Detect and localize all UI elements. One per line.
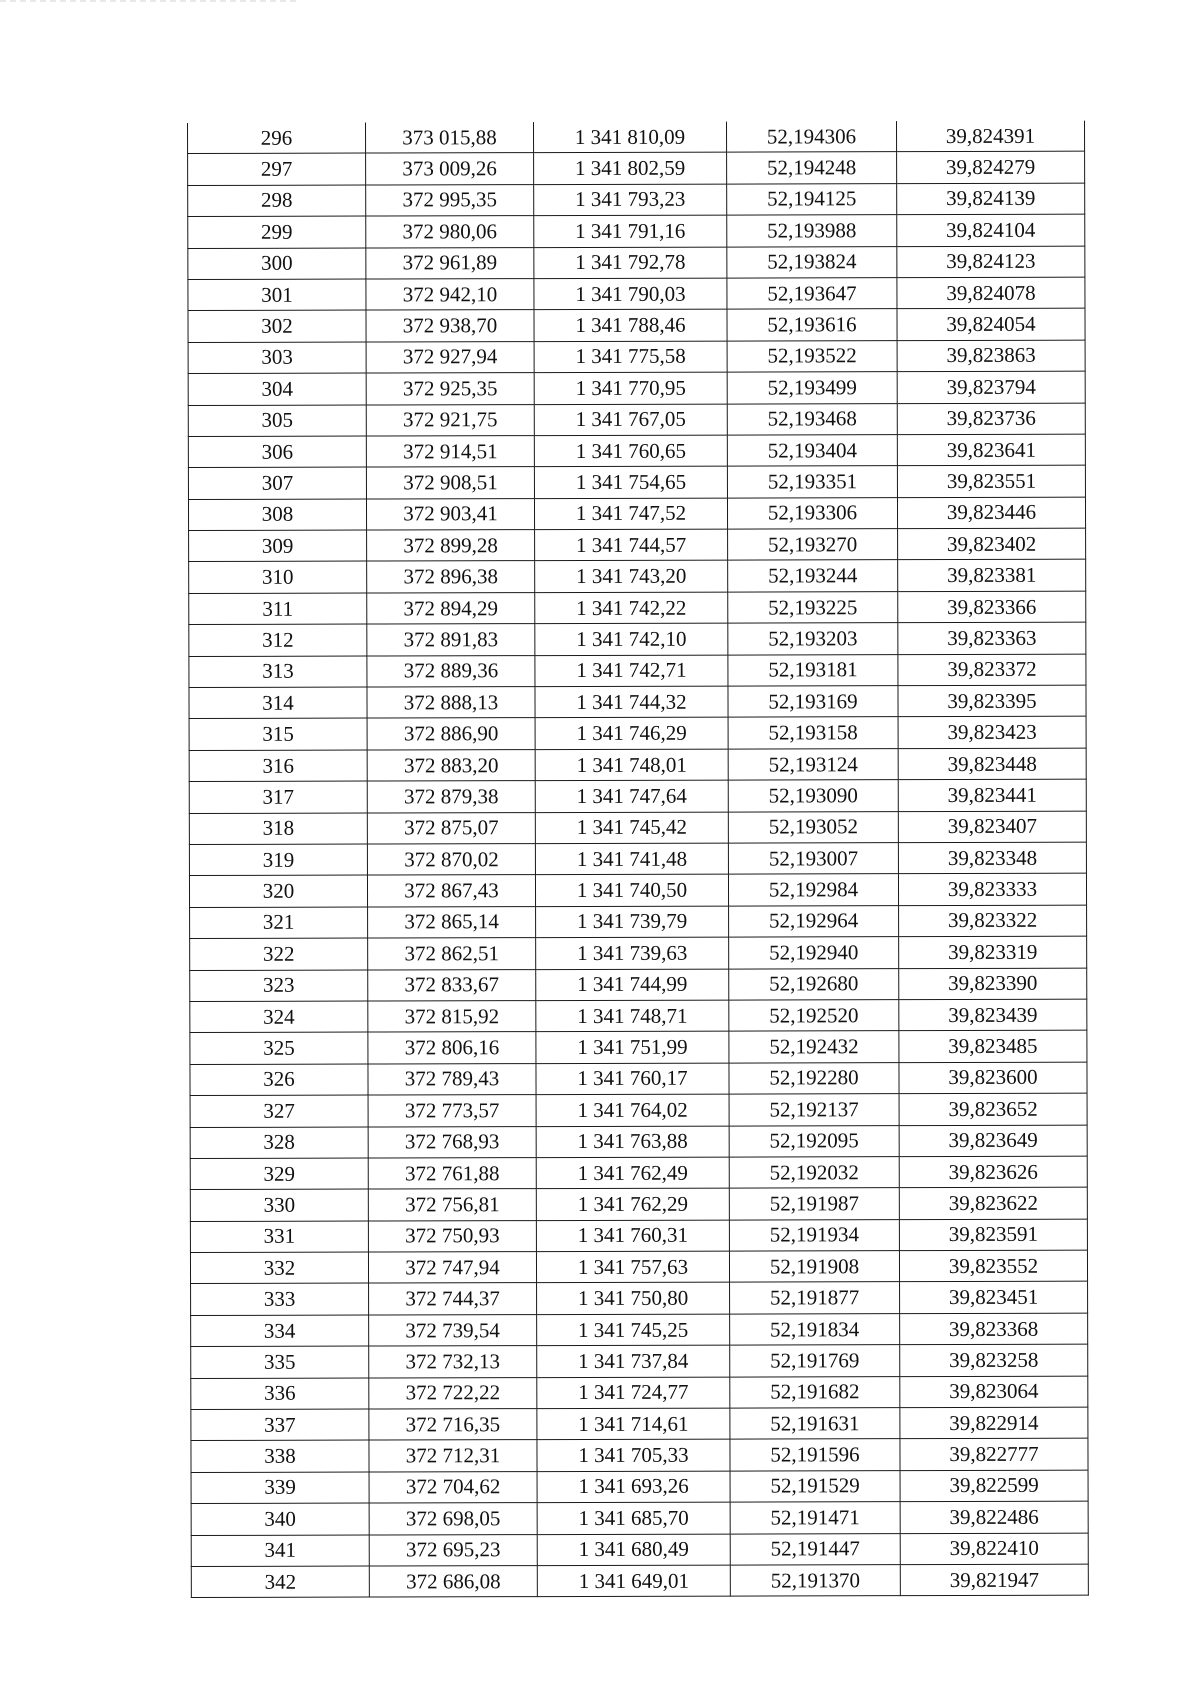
point-number-cell: 336 [191, 1378, 369, 1410]
point-number-cell: 309 [189, 530, 367, 562]
x-coordinate-cell: 372 925,35 [366, 373, 534, 405]
x-coordinate-cell: 372 891,83 [367, 624, 535, 656]
table-row [190, 1030, 1087, 1064]
x-coordinate-cell: 372 883,20 [367, 749, 535, 781]
table-row [189, 560, 1086, 594]
table-row [191, 1313, 1088, 1347]
point-number-cell: 332 [190, 1252, 368, 1284]
latitude-cell: 52,191834 [730, 1313, 900, 1345]
point-number-cell: 314 [189, 687, 367, 719]
point-number-cell: 321 [190, 907, 368, 939]
latitude-cell: 52,191471 [730, 1502, 900, 1534]
x-coordinate-cell: 372 865,14 [368, 906, 536, 938]
y-coordinate-cell: 1 341 746,29 [535, 718, 728, 750]
y-coordinate-cell: 1 341 760,65 [534, 435, 727, 467]
y-coordinate-cell: 1 341 764,02 [536, 1094, 729, 1126]
x-coordinate-cell: 372 722,22 [369, 1377, 537, 1409]
longitude-cell: 39,823390 [899, 968, 1087, 1000]
y-coordinate-cell: 1 341 737,84 [537, 1345, 730, 1377]
table-row [188, 152, 1085, 186]
x-coordinate-cell: 372 879,38 [367, 781, 535, 813]
point-number-cell: 312 [189, 624, 367, 656]
latitude-cell: 52,193468 [727, 403, 897, 435]
point-number-cell: 339 [191, 1472, 369, 1504]
point-number-cell: 310 [189, 561, 367, 593]
point-number-cell: 305 [188, 405, 366, 437]
y-coordinate-cell: 1 341 788,46 [534, 309, 727, 341]
latitude-cell: 52,193181 [728, 654, 898, 686]
x-coordinate-cell: 372 712,31 [369, 1440, 537, 1472]
point-number-cell: 338 [191, 1440, 369, 1472]
scan-artifact [0, 0, 300, 2]
latitude-cell: 52,193270 [728, 529, 898, 561]
longitude-cell: 39,822599 [900, 1470, 1088, 1502]
table-row [191, 1501, 1088, 1535]
table-row [189, 748, 1086, 782]
y-coordinate-cell: 1 341 757,63 [536, 1251, 729, 1283]
latitude-cell: 52,193404 [727, 435, 897, 467]
table-row [188, 277, 1085, 311]
point-number-cell: 326 [190, 1064, 368, 1096]
point-number-cell: 307 [188, 467, 366, 499]
table-row [189, 654, 1086, 688]
table-row [188, 497, 1085, 531]
longitude-cell: 39,822486 [900, 1501, 1088, 1533]
y-coordinate-cell: 1 341 739,79 [536, 906, 729, 938]
table-row [191, 1564, 1088, 1598]
table-row [190, 936, 1087, 970]
x-coordinate-cell: 372 833,67 [368, 969, 536, 1001]
table-row [188, 183, 1085, 217]
point-number-cell: 342 [191, 1566, 369, 1598]
y-coordinate-cell: 1 341 742,22 [535, 592, 728, 624]
longitude-cell: 39,823736 [897, 403, 1085, 435]
longitude-cell: 39,822777 [900, 1439, 1088, 1471]
longitude-cell: 39,823652 [899, 1093, 1087, 1125]
y-coordinate-cell: 1 341 762,29 [536, 1188, 729, 1220]
latitude-cell: 52,192432 [729, 1031, 899, 1063]
table-row [189, 622, 1086, 656]
latitude-cell: 52,193225 [728, 592, 898, 624]
table-row [190, 1250, 1087, 1284]
longitude-cell: 39,823626 [899, 1156, 1087, 1188]
table-row [188, 246, 1085, 280]
latitude-cell: 52,191682 [730, 1376, 900, 1408]
y-coordinate-cell: 1 341 763,88 [536, 1126, 729, 1158]
y-coordinate-cell: 1 341 745,42 [535, 812, 728, 844]
longitude-cell: 39,823441 [898, 779, 1086, 811]
x-coordinate-cell: 372 862,51 [368, 938, 536, 970]
table-row [190, 999, 1087, 1033]
y-coordinate-cell: 1 341 741,48 [535, 843, 728, 875]
x-coordinate-cell: 372 903,41 [366, 498, 534, 530]
table-row [190, 1093, 1087, 1127]
latitude-cell: 52,191769 [730, 1345, 900, 1377]
y-coordinate-cell: 1 341 745,25 [537, 1314, 730, 1346]
point-number-cell: 297 [188, 153, 366, 185]
longitude-cell: 39,824139 [897, 183, 1085, 215]
latitude-cell: 52,192984 [728, 874, 898, 906]
latitude-cell: 52,192680 [729, 968, 899, 1000]
table-row [188, 308, 1085, 342]
x-coordinate-cell: 372 768,93 [368, 1126, 536, 1158]
longitude-cell: 39,823348 [898, 842, 1086, 874]
x-coordinate-cell: 372 995,35 [366, 184, 534, 216]
longitude-cell: 39,824391 [896, 121, 1084, 152]
x-coordinate-cell: 372 716,35 [369, 1409, 537, 1441]
longitude-cell: 39,823064 [900, 1376, 1088, 1408]
latitude-cell: 52,193124 [728, 748, 898, 780]
longitude-cell: 39,823600 [899, 1062, 1087, 1094]
longitude-cell: 39,823372 [898, 654, 1086, 686]
y-coordinate-cell: 1 341 792,78 [534, 247, 727, 279]
latitude-cell: 52,193499 [727, 372, 897, 404]
point-number-cell: 304 [188, 373, 366, 405]
y-coordinate-cell: 1 341 793,23 [534, 184, 727, 216]
table-row [191, 1282, 1088, 1316]
longitude-cell: 39,823451 [900, 1282, 1088, 1314]
latitude-cell: 52,193203 [728, 623, 898, 655]
y-coordinate-cell: 1 341 744,99 [536, 969, 729, 1001]
longitude-cell: 39,823863 [897, 340, 1085, 372]
x-coordinate-cell: 372 750,93 [368, 1220, 536, 1252]
y-coordinate-cell: 1 341 724,77 [537, 1377, 730, 1409]
latitude-cell: 52,191447 [730, 1533, 900, 1565]
y-coordinate-cell: 1 341 748,71 [536, 1000, 729, 1032]
x-coordinate-cell: 372 744,37 [369, 1283, 537, 1315]
point-number-cell: 335 [191, 1346, 369, 1378]
x-coordinate-cell: 372 867,43 [367, 875, 535, 907]
x-coordinate-cell: 372 938,70 [366, 310, 534, 342]
y-coordinate-cell: 1 341 810,09 [533, 122, 726, 153]
longitude-cell: 39,823448 [898, 748, 1086, 780]
point-number-cell: 330 [190, 1189, 368, 1221]
longitude-cell: 39,823446 [897, 497, 1085, 529]
latitude-cell: 52,191877 [730, 1282, 900, 1314]
table-row [190, 1219, 1087, 1253]
y-coordinate-cell: 1 341 740,50 [535, 874, 728, 906]
latitude-cell: 52,194248 [727, 152, 897, 184]
x-coordinate-cell: 372 942,10 [366, 279, 534, 311]
table-row [188, 340, 1085, 374]
latitude-cell: 52,191370 [730, 1565, 900, 1597]
longitude-cell: 39,823641 [897, 434, 1085, 466]
table-row [189, 779, 1086, 813]
table-row [188, 434, 1085, 468]
y-coordinate-cell: 1 341 791,16 [534, 215, 727, 247]
table-row [188, 465, 1085, 499]
longitude-cell: 39,824279 [897, 152, 1085, 184]
table-row [189, 874, 1086, 908]
table-row [190, 1062, 1087, 1096]
latitude-cell: 52,193158 [728, 717, 898, 749]
latitude-cell: 52,193647 [727, 278, 897, 310]
y-coordinate-cell: 1 341 760,17 [536, 1063, 729, 1095]
x-coordinate-cell: 372 888,13 [367, 687, 535, 719]
longitude-cell: 39,823622 [899, 1187, 1087, 1219]
point-number-cell: 341 [191, 1535, 369, 1567]
latitude-cell: 52,193244 [728, 560, 898, 592]
longitude-cell: 39,821947 [900, 1564, 1088, 1596]
longitude-cell: 39,824054 [897, 308, 1085, 340]
y-coordinate-cell: 1 341 790,03 [534, 278, 727, 310]
x-coordinate-cell: 372 732,13 [369, 1346, 537, 1378]
point-number-cell: 334 [191, 1315, 369, 1347]
y-coordinate-cell: 1 341 714,61 [537, 1408, 730, 1440]
x-coordinate-cell: 372 894,29 [367, 592, 535, 624]
latitude-cell: 52,192964 [729, 905, 899, 937]
point-number-cell: 306 [188, 436, 366, 468]
longitude-cell: 39,823363 [898, 622, 1086, 654]
longitude-cell: 39,823649 [899, 1125, 1087, 1157]
x-coordinate-cell: 372 815,92 [368, 1001, 536, 1033]
x-coordinate-cell: 372 961,89 [366, 247, 534, 279]
point-number-cell: 313 [189, 656, 367, 688]
longitude-cell: 39,824104 [897, 214, 1085, 246]
latitude-cell: 52,193306 [727, 497, 897, 529]
longitude-cell: 39,823407 [898, 811, 1086, 843]
x-coordinate-cell: 373 015,88 [365, 122, 533, 153]
y-coordinate-cell: 1 341 742,71 [535, 655, 728, 687]
x-coordinate-cell: 372 908,51 [366, 467, 534, 499]
x-coordinate-cell: 372 704,62 [369, 1471, 537, 1503]
latitude-cell: 52,193169 [728, 686, 898, 718]
point-number-cell: 323 [190, 970, 368, 1002]
table-row [189, 685, 1086, 719]
y-coordinate-cell: 1 341 705,33 [537, 1439, 730, 1471]
x-coordinate-cell: 372 686,08 [369, 1566, 537, 1598]
x-coordinate-cell: 372 980,06 [366, 216, 534, 248]
point-number-cell: 316 [189, 750, 367, 782]
table-row [191, 1344, 1088, 1378]
y-coordinate-cell: 1 341 751,99 [536, 1031, 729, 1063]
table-row [191, 1533, 1088, 1567]
table-row [188, 371, 1085, 405]
y-coordinate-cell: 1 341 649,01 [537, 1565, 730, 1597]
table-row [191, 1470, 1088, 1504]
point-number-cell: 324 [190, 1001, 368, 1033]
point-number-cell: 301 [188, 279, 366, 311]
x-coordinate-cell: 372 773,57 [368, 1095, 536, 1127]
point-number-cell: 333 [191, 1283, 369, 1315]
x-coordinate-cell: 372 761,88 [368, 1157, 536, 1189]
y-coordinate-cell: 1 341 748,01 [535, 749, 728, 781]
y-coordinate-cell: 1 341 760,31 [536, 1220, 729, 1252]
x-coordinate-cell: 372 899,28 [367, 530, 535, 562]
y-coordinate-cell: 1 341 770,95 [534, 372, 727, 404]
coordinates-table [187, 121, 1089, 1599]
point-number-cell: 298 [188, 185, 366, 217]
y-coordinate-cell: 1 341 685,70 [537, 1502, 730, 1534]
longitude-cell: 39,822410 [900, 1533, 1088, 1565]
longitude-cell: 39,823381 [898, 560, 1086, 592]
longitude-cell: 39,823319 [899, 936, 1087, 968]
longitude-cell: 39,823402 [898, 528, 1086, 560]
latitude-cell: 52,193522 [727, 340, 897, 372]
longitude-cell: 39,823439 [899, 999, 1087, 1031]
table-row [188, 403, 1085, 437]
longitude-cell: 39,823395 [898, 685, 1086, 717]
point-number-cell: 302 [188, 310, 366, 342]
y-coordinate-cell: 1 341 767,05 [534, 404, 727, 436]
latitude-cell: 52,193351 [727, 466, 897, 498]
point-number-cell: 331 [190, 1221, 368, 1253]
x-coordinate-cell: 372 698,05 [369, 1503, 537, 1535]
latitude-cell: 52,193616 [727, 309, 897, 341]
latitude-cell: 52,193052 [728, 811, 898, 843]
longitude-cell: 39,823591 [899, 1219, 1087, 1251]
table-row [190, 1187, 1087, 1221]
y-coordinate-cell: 1 341 775,58 [534, 341, 727, 373]
x-coordinate-cell: 372 789,43 [368, 1063, 536, 1095]
table-row [191, 1407, 1088, 1441]
latitude-cell: 52,192280 [729, 1062, 899, 1094]
x-coordinate-cell: 372 695,23 [369, 1534, 537, 1566]
x-coordinate-cell: 372 927,94 [366, 341, 534, 373]
latitude-cell: 52,191908 [729, 1251, 899, 1283]
table-row [189, 811, 1086, 845]
longitude-cell: 39,823551 [897, 465, 1085, 497]
point-number-cell: 296 [188, 123, 366, 154]
y-coordinate-cell: 1 341 680,49 [537, 1534, 730, 1566]
y-coordinate-cell: 1 341 762,49 [536, 1157, 729, 1189]
point-number-cell: 325 [190, 1032, 368, 1064]
point-number-cell: 328 [190, 1127, 368, 1159]
table-row [191, 1439, 1088, 1473]
y-coordinate-cell: 1 341 742,10 [535, 623, 728, 655]
latitude-cell: 52,191529 [730, 1470, 900, 1502]
y-coordinate-cell: 1 341 750,80 [537, 1283, 730, 1315]
latitude-cell: 52,192095 [729, 1125, 899, 1157]
latitude-cell: 52,191987 [729, 1188, 899, 1220]
longitude-cell: 39,823423 [898, 717, 1086, 749]
y-coordinate-cell: 1 341 802,59 [534, 152, 727, 184]
latitude-cell: 52,191934 [729, 1219, 899, 1251]
point-number-cell: 299 [188, 216, 366, 248]
longitude-cell: 39,823368 [900, 1313, 1088, 1345]
point-number-cell: 315 [189, 718, 367, 750]
point-number-cell: 308 [188, 499, 366, 531]
table-row [190, 1156, 1087, 1190]
latitude-cell: 52,194125 [727, 183, 897, 215]
table-row [188, 121, 1085, 154]
point-number-cell: 318 [189, 813, 367, 845]
latitude-cell: 52,193824 [727, 246, 897, 278]
point-number-cell: 317 [189, 781, 367, 813]
y-coordinate-cell: 1 341 744,32 [535, 686, 728, 718]
point-number-cell: 337 [191, 1409, 369, 1441]
x-coordinate-cell: 372 747,94 [368, 1252, 536, 1284]
longitude-cell: 39,823552 [899, 1250, 1087, 1282]
x-coordinate-cell: 373 009,26 [366, 153, 534, 185]
y-coordinate-cell: 1 341 754,65 [534, 466, 727, 498]
latitude-cell: 52,191596 [730, 1439, 900, 1471]
point-number-cell: 320 [189, 875, 367, 907]
longitude-cell: 39,823794 [897, 371, 1085, 403]
y-coordinate-cell: 1 341 739,63 [536, 937, 729, 969]
latitude-cell: 52,192940 [729, 937, 899, 969]
y-coordinate-cell: 1 341 747,52 [534, 498, 727, 530]
y-coordinate-cell: 1 341 747,64 [535, 780, 728, 812]
longitude-cell: 39,823322 [899, 905, 1087, 937]
longitude-cell: 39,823258 [900, 1344, 1088, 1376]
x-coordinate-cell: 372 870,02 [367, 844, 535, 876]
table-row [188, 214, 1085, 248]
point-number-cell: 311 [189, 593, 367, 625]
point-number-cell: 329 [190, 1158, 368, 1190]
point-number-cell: 300 [188, 248, 366, 280]
point-number-cell: 327 [190, 1095, 368, 1127]
longitude-cell: 39,823485 [899, 1030, 1087, 1062]
latitude-cell: 52,194306 [726, 121, 896, 152]
x-coordinate-cell: 372 806,16 [368, 1032, 536, 1064]
point-number-cell: 322 [190, 938, 368, 970]
latitude-cell: 52,193988 [727, 215, 897, 247]
table-row [190, 905, 1087, 939]
table-row [189, 528, 1086, 562]
latitude-cell: 52,192032 [729, 1157, 899, 1189]
x-coordinate-cell: 372 886,90 [367, 718, 535, 750]
table-row [189, 842, 1086, 876]
table-row [190, 1125, 1087, 1159]
table-row [189, 717, 1086, 751]
y-coordinate-cell: 1 341 743,20 [535, 561, 728, 593]
table-row [189, 591, 1086, 625]
y-coordinate-cell: 1 341 744,57 [535, 529, 728, 561]
x-coordinate-cell: 372 739,54 [369, 1314, 537, 1346]
latitude-cell: 52,191631 [730, 1408, 900, 1440]
x-coordinate-cell: 372 914,51 [366, 435, 534, 467]
point-number-cell: 340 [191, 1503, 369, 1535]
x-coordinate-cell: 372 921,75 [366, 404, 534, 436]
latitude-cell: 52,193090 [728, 780, 898, 812]
longitude-cell: 39,824078 [897, 277, 1085, 309]
longitude-cell: 39,824123 [897, 246, 1085, 278]
y-coordinate-cell: 1 341 693,26 [537, 1471, 730, 1503]
x-coordinate-cell: 372 756,81 [368, 1189, 536, 1221]
longitude-cell: 39,822914 [900, 1407, 1088, 1439]
point-number-cell: 303 [188, 342, 366, 374]
x-coordinate-cell: 372 875,07 [367, 812, 535, 844]
x-coordinate-cell: 372 896,38 [367, 561, 535, 593]
table-row [191, 1376, 1088, 1410]
coordinates-table-body [188, 121, 1089, 1598]
table-row [190, 968, 1087, 1002]
longitude-cell: 39,823333 [898, 874, 1086, 906]
x-coordinate-cell: 372 889,36 [367, 655, 535, 687]
longitude-cell: 39,823366 [898, 591, 1086, 623]
point-number-cell: 319 [189, 844, 367, 876]
latitude-cell: 52,192137 [729, 1094, 899, 1126]
latitude-cell: 52,192520 [729, 1000, 899, 1032]
latitude-cell: 52,193007 [728, 843, 898, 875]
